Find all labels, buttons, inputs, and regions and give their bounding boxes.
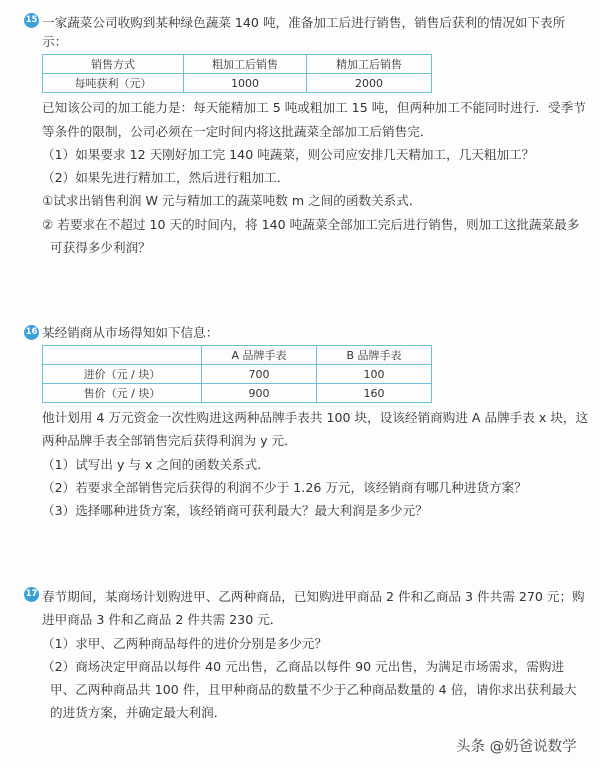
table-cell: 2000 bbox=[307, 74, 432, 93]
sub-question: 可获得多少利润？ bbox=[50, 240, 151, 256]
sub-question: （2）如果先进行精加工，然后进行粗加工． bbox=[42, 170, 290, 186]
table-cell: 700 bbox=[202, 365, 317, 384]
profit-table bbox=[42, 54, 432, 93]
table-cell: 售价（元 / 块） bbox=[43, 384, 202, 403]
table-cell: 每吨获利（元） bbox=[43, 74, 184, 93]
question-text: 进甲商品 3 件和乙商品 2 件共需 230 元． bbox=[42, 612, 283, 628]
table-cell: 900 bbox=[202, 384, 317, 403]
table-cell: 160 bbox=[317, 384, 432, 403]
table-header: B 品牌手表 bbox=[317, 346, 432, 365]
sub-question: （1）试写出 y 与 x 之间的函数关系式． bbox=[42, 456, 270, 472]
watch-price-table bbox=[42, 345, 432, 403]
table-header: 精加工后销售 bbox=[307, 55, 432, 74]
question-text: 已知该公司的加工能力是：每天能精加工 5 吨或粗加工 15 吨，但两种加工不能同时进行．受季节 bbox=[42, 100, 586, 116]
question-text: 一家蔬菜公司收购到某种绿色蔬菜 140 吨，准备加工后进行销售，销售后获利的情况如下表所 bbox=[42, 15, 566, 30]
question-15 bbox=[24, 11, 584, 259]
question-number-badge: 17 bbox=[24, 587, 39, 602]
question-number-badge: 15 bbox=[24, 13, 39, 28]
question-16 bbox=[24, 323, 589, 522]
question-17 bbox=[24, 585, 584, 725]
question-text: 两种品牌手表全部销售完后获得利润为 y 元． bbox=[42, 433, 297, 449]
question-number-badge: 16 bbox=[24, 325, 39, 340]
sub-question: （1）如果要求 12 天刚好加工完 140 吨蔬菜，则公司应安排几天精加工，几天粗加工？ bbox=[42, 146, 535, 162]
sub-question: （2）商场决定甲商品以每件 40 元出售，乙商品以每件 90 元出售，为满足市场需求，需购进 bbox=[42, 658, 565, 674]
sub-question: （1）求甲、乙两种商品每件的进价分别是多少元？ bbox=[42, 635, 328, 651]
table-cell: 1000 bbox=[184, 74, 307, 93]
table-header: A 品牌手表 bbox=[202, 346, 317, 365]
table-header bbox=[43, 346, 202, 365]
question-text: 等条件的限制，公司必须在一定时间内将这批蔬菜全部加工后销售完． bbox=[42, 123, 433, 139]
question-text: 示： bbox=[42, 34, 68, 50]
sub-question: ② 若要求在不超过 10 天的时间内，将 140 吨蔬菜全部加工完后进行销售，则加工这批蔬菜最多 bbox=[42, 216, 580, 232]
sub-question: （2）若要求全部销售完后获得的利润不少于 1.26 万元，该经销商有哪几种进货方案？ bbox=[42, 479, 527, 495]
watermark: 头条 @奶爸说数学 bbox=[456, 739, 577, 755]
question-text: 春节期间，某商场计划购进甲、乙两种商品，已知购进甲商品 2 件和乙商品 3 件共需 270 元；购 bbox=[42, 589, 585, 604]
table-cell: 100 bbox=[317, 365, 432, 384]
sub-question: 甲、乙两种商品共 100 件，且甲种商品的数量不少于乙种商品数量的 4 倍，请你求出获利最大 bbox=[50, 682, 577, 698]
table-cell: 进价（元 / 块） bbox=[43, 365, 202, 384]
sub-question: ①试求出销售利润 W 元与精加工的蔬菜吨数 m 之间的函数关系式． bbox=[42, 193, 422, 209]
sub-question: （3）选择哪种进货方案，该经销商可获利最大？最大利润是多少元？ bbox=[42, 503, 428, 519]
table-header: 粗加工后销售 bbox=[184, 55, 307, 74]
question-text: 某经销商从市场得知如下信息： bbox=[42, 325, 219, 340]
sub-question: 的进货方案，并确定最大利润． bbox=[50, 705, 227, 721]
table-header: 销售方式 bbox=[43, 55, 184, 74]
question-text: 他计划用 4 万元资金一次性购进这两种品牌手表共 100 块，设该经销商购进 A 品牌手表 x 块，这 bbox=[42, 410, 589, 425]
